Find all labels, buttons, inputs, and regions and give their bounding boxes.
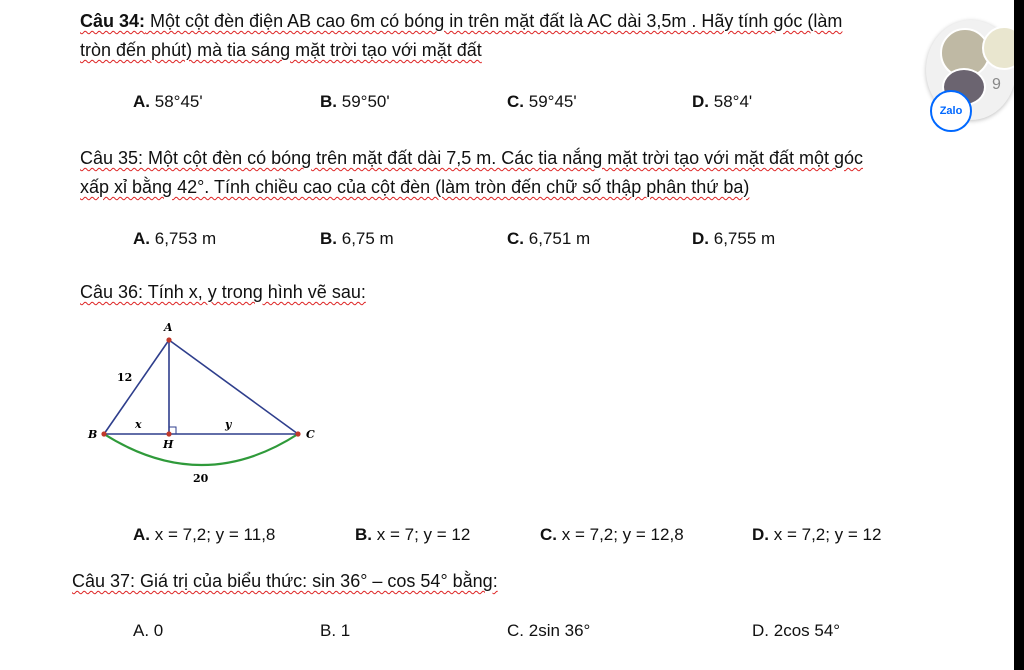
q37-option-b[interactable]: B. 1 (320, 621, 351, 640)
q34-line2: tròn đến phút) mà tia sáng mặt trời tạo với mặt đất (80, 40, 482, 60)
q36-option-a[interactable]: A. x = 7,2; y = 11,8 (133, 525, 276, 544)
q37-line1: Câu 37: Giá trị của biểu thức: sin 36° – cos 54° bằng: (72, 571, 498, 591)
q34-option-c[interactable]: C. 59°45' (507, 92, 577, 111)
q34-option-d[interactable]: D. 58°4' (692, 92, 753, 111)
q35-option-b[interactable]: B. 6,75 m (320, 229, 394, 248)
q34-option-b[interactable]: B. 59°50' (320, 92, 390, 111)
q34-option-a[interactable]: A. 58°45' (133, 92, 203, 111)
label-h: H (163, 438, 174, 451)
zalo-chat-heads[interactable] (918, 20, 1014, 130)
label-c: C (306, 428, 315, 441)
point-c (295, 431, 300, 436)
screen-edge (1014, 0, 1024, 670)
q35-line2: xấp xỉ bằng 42°. Tính chiều cao của cột đèn (làm tròn đến chữ số thập phân thứ ba) (80, 177, 750, 197)
unread-count-badge: 9 (992, 76, 1001, 93)
zalo-logo-icon[interactable]: Zalo (930, 90, 972, 132)
point-b (101, 431, 106, 436)
point-h (166, 431, 171, 436)
q34-number: Câu 34: (80, 11, 146, 31)
label-ab-12: 12 (117, 371, 133, 384)
q34-line1: Câu 34: Một cột đèn điện AB cao 6m có bóng in trên mặt đất là AC dài 3,5m . Hãy tính góc (làm (80, 11, 843, 31)
q36-option-b[interactable]: B. x = 7; y = 12 (355, 525, 471, 544)
q35-option-d[interactable]: D. 6,755 m (692, 229, 776, 248)
segment-ac (169, 340, 298, 434)
label-a: A (164, 321, 173, 334)
q35-option-c[interactable]: C. 6,751 m (507, 229, 591, 248)
point-a (166, 337, 171, 342)
q37-option-d[interactable]: D. 2cos 54° (752, 621, 841, 640)
label-bc-20: 20 (193, 472, 209, 485)
q35-line1: Câu 35: Một cột đèn có bóng trên mặt đất dài 7,5 m. Các tia nắng mặt trời tạo với mặt đất một góc (80, 148, 863, 168)
q36-option-d[interactable]: D. x = 7,2; y = 12 (752, 525, 882, 544)
q35-option-a[interactable]: A. 6,753 m (133, 229, 217, 248)
q37-option-a[interactable]: A. 0 (133, 621, 164, 640)
label-y: y (225, 418, 232, 431)
q36-option-c[interactable]: C. x = 7,2; y = 12,8 (540, 525, 684, 544)
q36-line1: Câu 36: Tính x, y trong hình vẽ sau: (80, 282, 366, 302)
label-x: x (135, 418, 142, 431)
q37-option-c[interactable]: C. 2sin 36° (507, 621, 591, 640)
triangle-figure (80, 318, 330, 498)
label-b: B (88, 428, 98, 441)
bc-arc (104, 434, 298, 465)
